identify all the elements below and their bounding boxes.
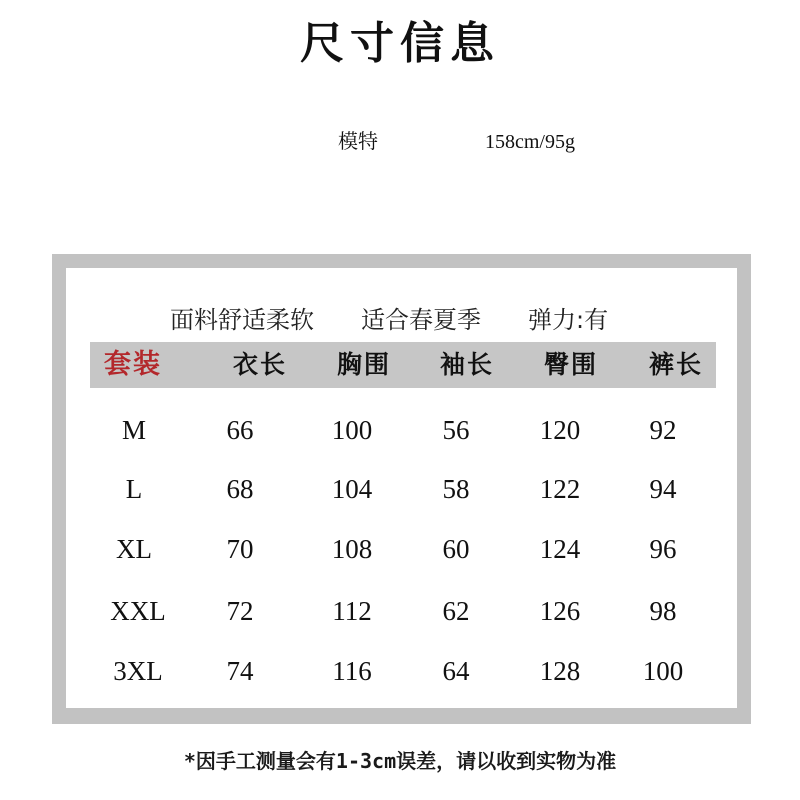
chest-cell: 100 [331,415,373,445]
header-hip: 臀围 [543,350,598,379]
sleeve-cell: 60 [442,534,470,564]
pants-length-cell: 96 [649,534,677,564]
table-row [66,591,737,631]
size-cell: M [121,415,146,445]
table-row [66,469,737,509]
fabric-season: 适合春夏季 [361,306,481,334]
fabric-stretch: 弹力:有 [528,306,609,334]
size-cell: 3XL [113,656,163,686]
fabric-info [66,300,737,340]
sleeve-cell: 56 [442,415,470,445]
length-cell: 72 [226,596,254,626]
size-table-panel [66,268,737,708]
header-length: 衣长 [232,350,287,379]
table-row [66,529,737,569]
length-cell: 74 [226,656,254,686]
length-cell: 68 [226,474,254,504]
hip-cell: 126 [539,596,581,626]
hip-cell: 128 [539,656,581,686]
sleeve-cell: 64 [442,656,470,686]
size-cell: L [125,474,143,504]
header-set: 套装 [104,349,162,380]
chest-cell: 116 [332,656,372,686]
sleeve-cell: 58 [442,474,470,504]
hip-cell: 122 [539,474,581,504]
model-value: 158cm/95g [485,131,575,153]
pants-length-cell: 98 [649,596,677,626]
fabric-comfort: 面料舒适柔软 [170,306,314,334]
measurement-note: *因手工测量会有1-3cm误差，请以收到实物为准 [183,749,617,773]
pants-length-cell: 92 [649,415,677,445]
pants-length-cell: 94 [649,474,677,504]
header-sleeve: 袖长 [439,350,494,379]
table-row [66,410,737,450]
length-cell: 70 [226,534,254,564]
size-cell: XL [116,534,152,564]
chest-cell: 104 [331,474,373,504]
table-header [90,342,716,388]
length-cell: 66 [226,415,254,445]
chest-cell: 108 [331,534,373,564]
chest-cell: 112 [332,596,372,626]
size-table-frame [52,254,751,724]
sleeve-cell: 62 [442,596,470,626]
page-title: 尺寸信息 [300,18,500,69]
hip-cell: 120 [539,415,581,445]
header-chest: 胸围 [336,350,391,379]
pants-length-cell: 100 [642,656,684,686]
size-cell: XXL [110,596,166,626]
table-row [66,651,737,691]
model-label: 模特 [338,129,378,153]
header-pants-length: 裤长 [648,350,703,379]
hip-cell: 124 [539,534,581,564]
